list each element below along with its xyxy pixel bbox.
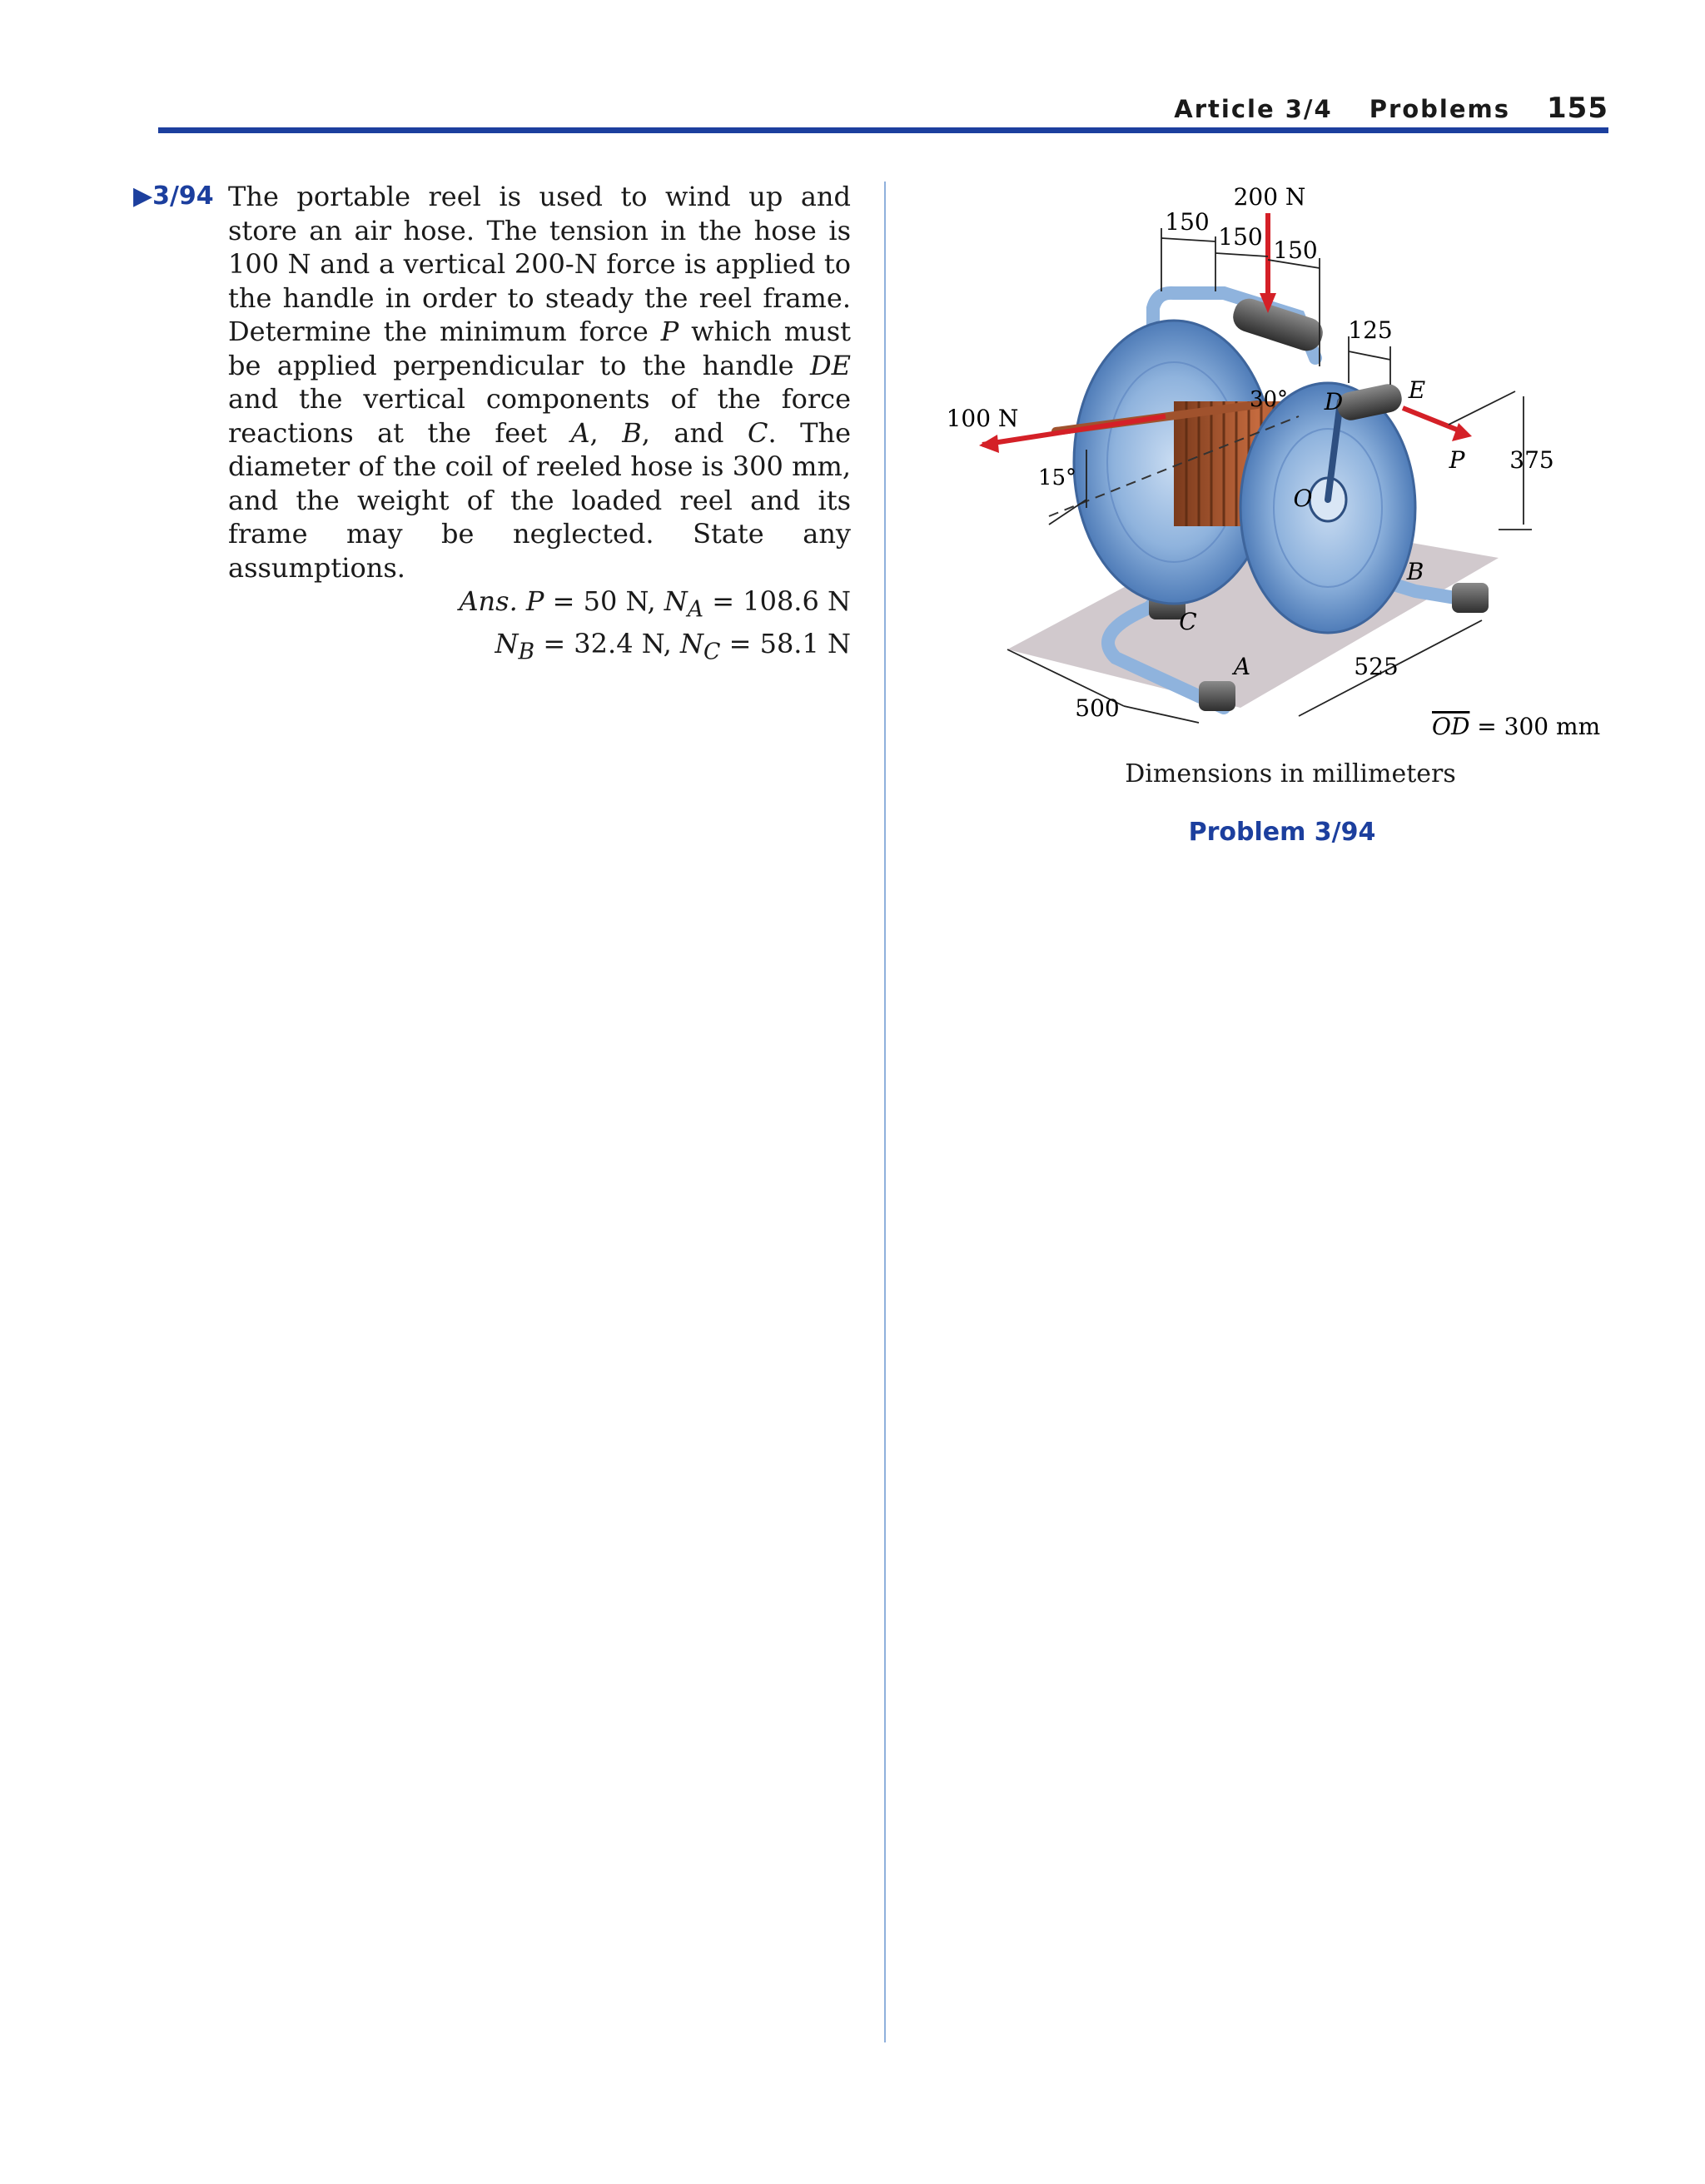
label-C: C	[1179, 608, 1197, 635]
var-P: P	[660, 316, 679, 347]
problem-text-1: The portable reel is used to wind up and store an air hose. The tension in the hose is 100 N and a vertical 200-N force is applied to the handle in order to steady the reel frame. Determine the minimum force	[228, 181, 851, 347]
problem-and: , and	[641, 416, 748, 449]
reel-figure	[946, 167, 1601, 799]
var-A: A	[570, 416, 590, 449]
problem-text-2: which must be applied perpendicular to the handle	[228, 316, 852, 381]
foot-A	[1199, 681, 1235, 711]
answer-P: P	[525, 585, 544, 617]
label-P: P	[1449, 446, 1465, 474]
label-200N: 200 N	[1233, 183, 1306, 211]
label-OD-var: OD	[1432, 713, 1470, 740]
problem-number	[133, 180, 214, 214]
label-30deg: 30°	[1249, 387, 1289, 412]
var-C: C	[748, 416, 768, 449]
var-DE: DE	[809, 349, 851, 381]
label-O: O	[1293, 485, 1313, 512]
answer-NA-sub: A	[687, 596, 704, 623]
figure-problem-label: Problem 3/94	[1188, 818, 1376, 847]
foot-B	[1452, 583, 1489, 613]
page-number: 155	[1547, 92, 1608, 125]
answer-NA-value: = 108.6 N	[703, 585, 851, 617]
answer-NB: N	[495, 627, 519, 659]
label-150-b: 150	[1218, 223, 1263, 251]
answer-NB-sub: B	[518, 639, 535, 665]
label-500: 500	[1075, 694, 1120, 722]
var-B: B	[622, 416, 642, 449]
answer-NC: N	[680, 627, 704, 659]
answer-NA: N	[664, 585, 688, 617]
label-A: A	[1233, 653, 1251, 680]
column-divider	[884, 182, 886, 2042]
label-525: 525	[1354, 653, 1399, 680]
label-OD-value: = 300 mm	[1469, 713, 1601, 740]
label-125: 125	[1348, 316, 1393, 344]
problem-text-3: and the vertical components of the force reactions at the feet	[228, 383, 851, 449]
header-text	[1174, 92, 1608, 125]
problem-statement	[133, 180, 851, 585]
running-header	[158, 83, 1608, 133]
answer-NC-value: = 58.1 N	[720, 627, 851, 659]
label-OD	[1432, 713, 1600, 740]
label-D: D	[1324, 388, 1344, 415]
answer-NC-sub: C	[703, 639, 721, 665]
header-article: Article 3/4	[1174, 95, 1333, 123]
label-15deg: 15°	[1037, 465, 1077, 490]
answer-line-2	[133, 627, 851, 669]
answer-label: Ans.	[459, 585, 518, 617]
label-375: 375	[1509, 446, 1554, 474]
label-150-c: 150	[1273, 236, 1318, 264]
problem-column	[133, 180, 851, 669]
header-rule	[158, 127, 1608, 133]
problem-comma: ,	[589, 416, 623, 449]
answer-P-value: = 50 N,	[544, 585, 664, 617]
answer-block	[133, 585, 851, 669]
label-E: E	[1408, 376, 1426, 404]
answer-NB-value: = 32.4 N,	[534, 627, 681, 659]
problem-text-4: . The diameter of the coil of reeled hose is 300 mm, and the weight of the loaded reel and its frame may be neglected. State any assumptions.	[228, 416, 852, 584]
label-150-a: 150	[1165, 208, 1210, 236]
label-100N: 100 N	[946, 405, 1019, 432]
answer-line-1	[133, 585, 851, 627]
force-P-head	[1452, 423, 1472, 441]
figure-caption: Dimensions in millimeters	[1125, 759, 1456, 789]
label-B: B	[1406, 558, 1424, 585]
problem-marker: ▶	[133, 182, 153, 211]
header-section: Problems	[1369, 95, 1511, 123]
force-100N-head	[979, 435, 999, 453]
problem-number-text: 3/94	[152, 182, 214, 211]
